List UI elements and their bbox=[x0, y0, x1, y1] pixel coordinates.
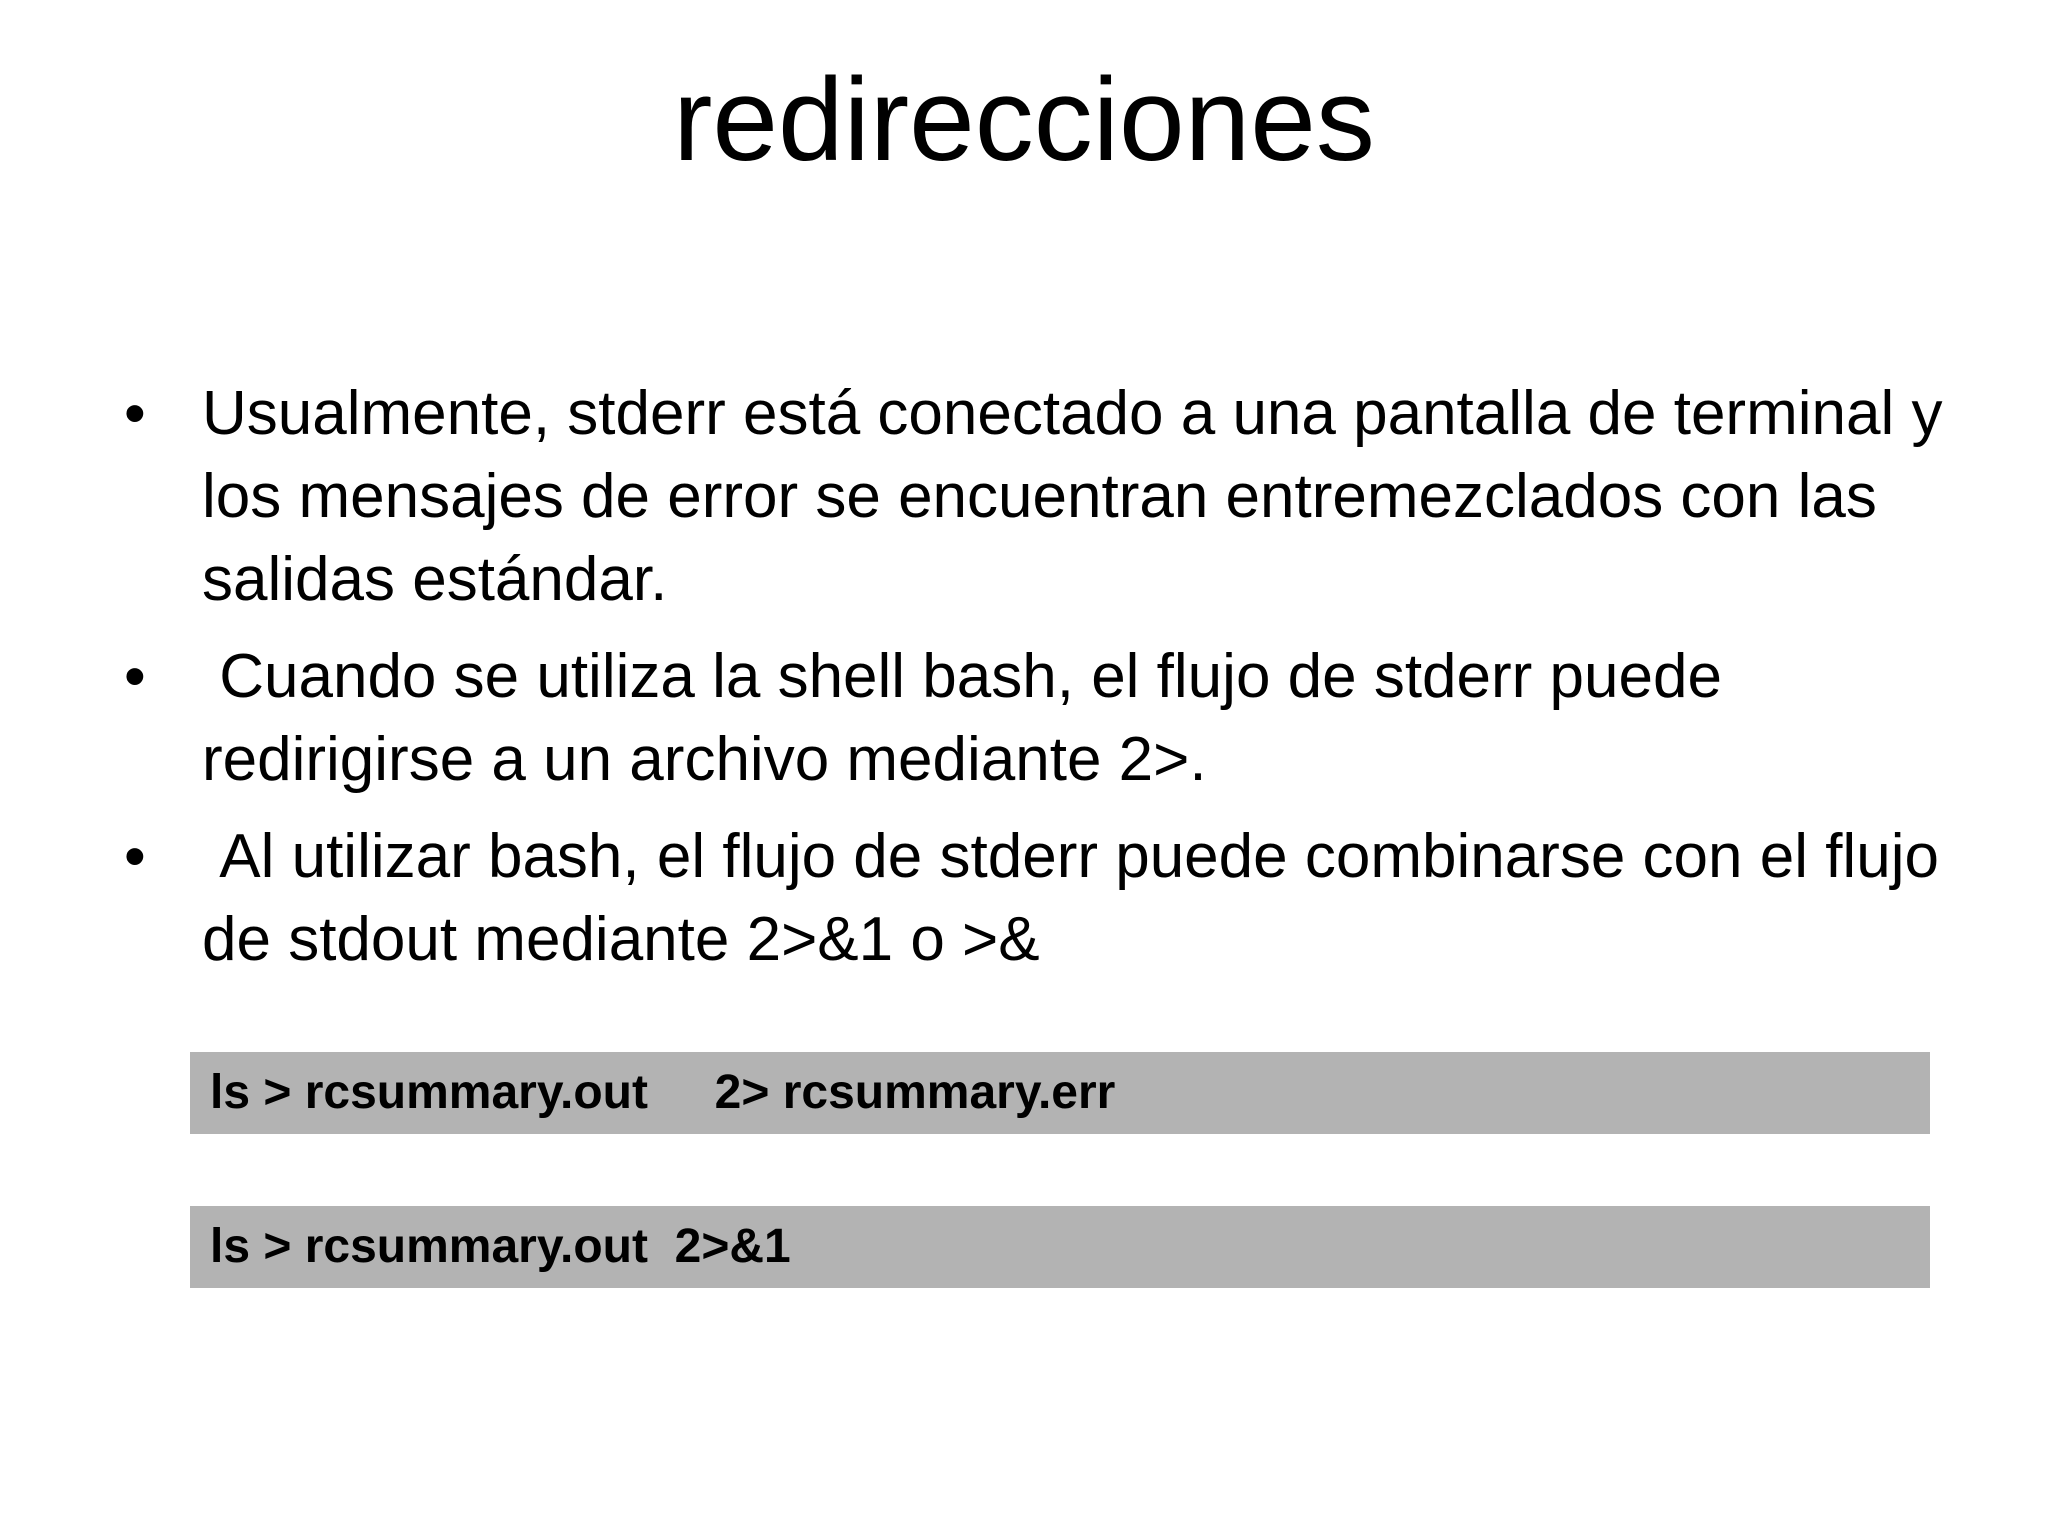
bullet-icon: • bbox=[124, 379, 146, 448]
bullet-text: Usualmente, stderr está conectado a una pantalla de terminal y los mensajes de error se encuentran entremezclados con las salidas estándar. bbox=[202, 379, 1943, 614]
bullet-text: Al utilizar bash, el flujo de stderr puede combinarse con el flujo de stdout mediante 2>&1 o >& bbox=[202, 822, 1957, 974]
bullet-item-stderr-terminal bbox=[124, 372, 1954, 621]
code-example-separate-files: ls > rcsummary.out 2> rcsummary.err bbox=[190, 1052, 1930, 1134]
bullet-icon: • bbox=[124, 822, 146, 891]
bullet-list bbox=[124, 372, 1957, 995]
bullet-icon: • bbox=[124, 642, 146, 711]
bullet-text: Cuando se utiliza la shell bash, el flujo de stderr puede redirigirse a un archivo mediante 2>. bbox=[202, 642, 1740, 794]
bullet-item-combine-streams bbox=[124, 815, 1957, 981]
bullet-item-redirect-file bbox=[124, 635, 1954, 801]
slide-title: redirecciones bbox=[673, 54, 1375, 186]
code-example-combined-stream: ls > rcsummary.out 2>&1 bbox=[190, 1206, 1930, 1288]
